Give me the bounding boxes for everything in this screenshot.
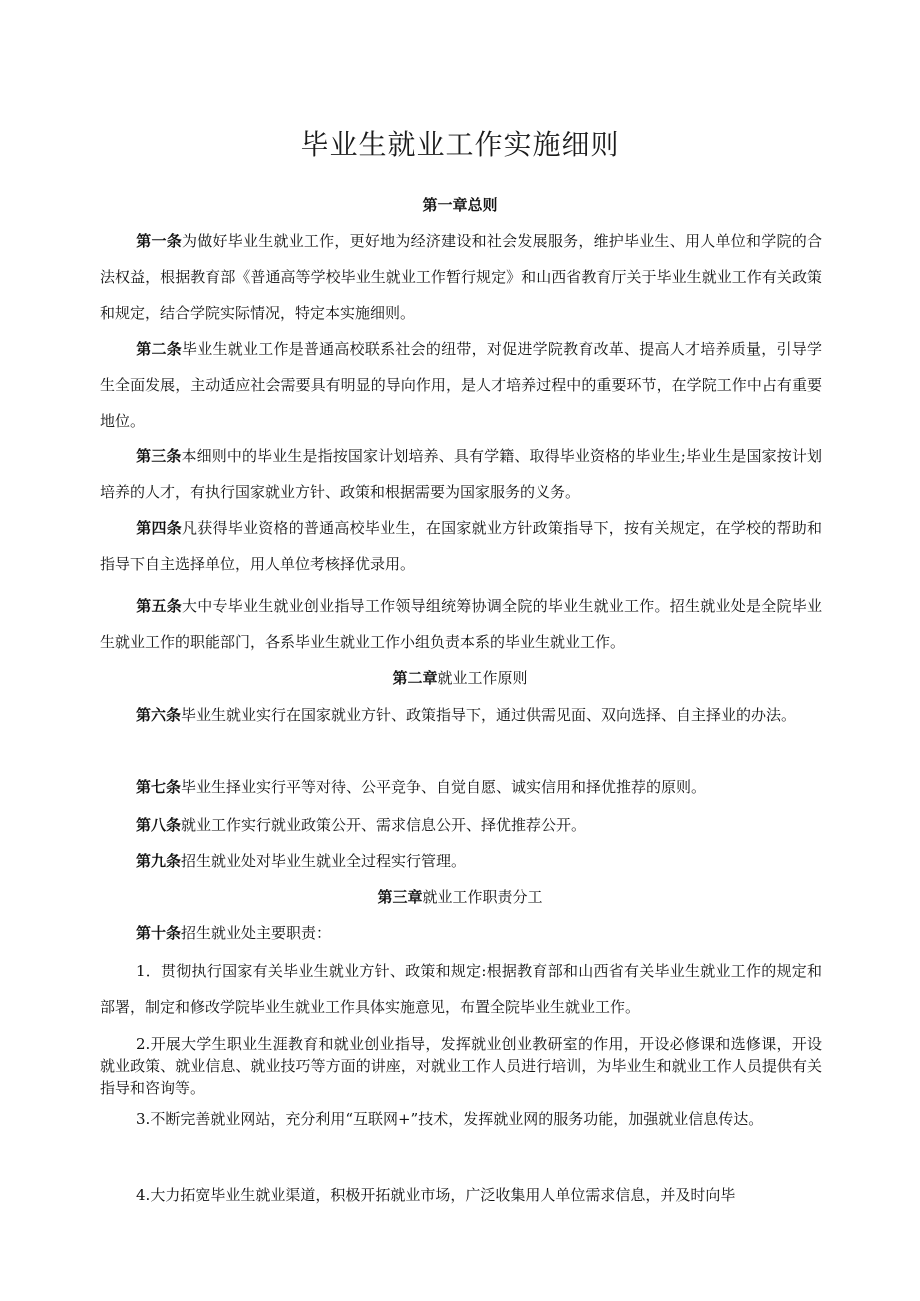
chapter-heading-1 — [0, 193, 920, 217]
article-label: 第八条 — [136, 816, 182, 834]
article-1 — [100, 223, 822, 331]
chapter-heading-2 — [0, 666, 920, 690]
duty-number: 4 — [136, 1186, 146, 1204]
article-text: 大中专毕业生就业创业指导工作领导组统筹协调全院的毕业生就业工作。招生就业处是全院毕业生就业工作的职能部门，各系毕业生就业工作小组负责本系的毕业生就业工作。 — [100, 597, 822, 651]
chapter-title: 就业工作原则 — [437, 669, 528, 687]
duty-number: 3 — [136, 1110, 146, 1128]
duty-text: .不断完善就业网站，充分利用“互联网+”技术，发挥就业网的服务功能，加强就业信息传达。 — [145, 1110, 764, 1128]
duty-item-4 — [100, 1177, 822, 1213]
chapter-number: 第三章 — [377, 888, 423, 906]
article-label: 第九条 — [136, 852, 182, 870]
document-title: 毕业生就业工作实施细则 — [300, 127, 620, 161]
chapter-heading-3 — [0, 885, 920, 909]
article-label: 第六条 — [136, 706, 182, 724]
duty-number: 2. — [136, 1035, 151, 1053]
chapter-title: 总则 — [467, 196, 498, 214]
article-label: 第二条 — [136, 340, 182, 358]
article-9 — [100, 843, 822, 879]
chapter-title: 就业工作职责分工 — [422, 888, 543, 906]
article-text: 招生就业处主要职责： — [181, 924, 332, 942]
article-5 — [100, 588, 822, 660]
article-8 — [100, 807, 822, 843]
article-label: 第十条 — [136, 924, 182, 942]
article-text: 招生就业处对毕业生就业全过程实行管理。 — [181, 852, 467, 870]
article-7 — [100, 769, 822, 805]
article-label: 第四条 — [136, 519, 182, 537]
article-6 — [100, 697, 822, 733]
article-text: 毕业生就业实行在国家就业方针、政策指导下，通过供需见面、双向选择、自主择业的办法。 — [181, 706, 797, 724]
duty-item-3 — [100, 1101, 822, 1137]
duty-text: ．贯彻执行国家有关毕业生就业方针、政策和规定:根据教育部和山西省有关毕业生就业工作的规定和部署，制定和修改学院毕业生就业工作具体实施意见，布置全院毕业生就业工作。 — [100, 962, 822, 1016]
article-text: 为做好毕业生就业工作，更好地为经济建设和社会发展服务，维护毕业生、用人单位和学院的合法权益，根据教育部《普通高等学校毕业生就业工作暂行规定》和山西省教育厅关于毕业生就业工作有关政策和规定，结合学院实际情况，特定本实施细则。 — [100, 232, 822, 322]
article-text: 毕业生就业工作是普通高校联系社会的纽带，对促进学院教育改革、提高人才培养质量，引导学生全面发展，主动适应社会需要具有明显的导向作用，是人才培养过程中的重要环节，在学院工作中占有重要地位。 — [100, 340, 822, 430]
article-label: 第三条 — [136, 447, 182, 465]
article-text: 凡获得毕业资格的普通高校毕业生，在国家就业方针政策指导下，按有关规定，在学校的帮助和指导下自主选择单位，用人单位考核择优录用。 — [100, 519, 822, 573]
article-text: 毕业生择业实行平等对待、公平竞争、自觉自愿、诚实信用和择优推荐的原则。 — [181, 778, 707, 796]
article-label: 第一条 — [136, 232, 182, 250]
article-label: 第五条 — [136, 597, 182, 615]
duty-text: 开展大学生职业生涯教育和就业创业指导，发挥就业创业教研室的作用，开设必修课和选修课，开设就业政策、就业信息、就业技巧等方面的讲座，对就业工作人员进行培训，为毕业生和就业工作人员提供有关指导和咨询等。 — [100, 1035, 822, 1097]
article-10 — [100, 915, 822, 951]
article-2 — [100, 331, 822, 439]
article-3 — [100, 438, 822, 510]
article-text: 就业工作实行就业政策公开、需求信息公开、择优推荐公开。 — [181, 816, 587, 834]
article-label: 第七条 — [136, 778, 182, 796]
duty-text: .大力拓宽毕业生就业渠道，积极开拓就业市场，广泛收集用人单位需求信息，并及时向毕 — [145, 1186, 736, 1204]
article-text: 本细则中的毕业生是指按国家计划培养、具有学籍、取得毕业资格的毕业生;毕业生是国家按计划培养的人才，有执行国家就业方针、政策和根据需要为国家服务的义务。 — [100, 447, 822, 501]
duty-number: 1 — [136, 962, 146, 980]
article-4 — [100, 510, 822, 582]
duty-item-1 — [100, 953, 822, 1025]
chapter-number: 第一章 — [422, 196, 468, 214]
duty-item-2 — [100, 1033, 822, 1099]
chapter-number: 第二章 — [392, 669, 438, 687]
